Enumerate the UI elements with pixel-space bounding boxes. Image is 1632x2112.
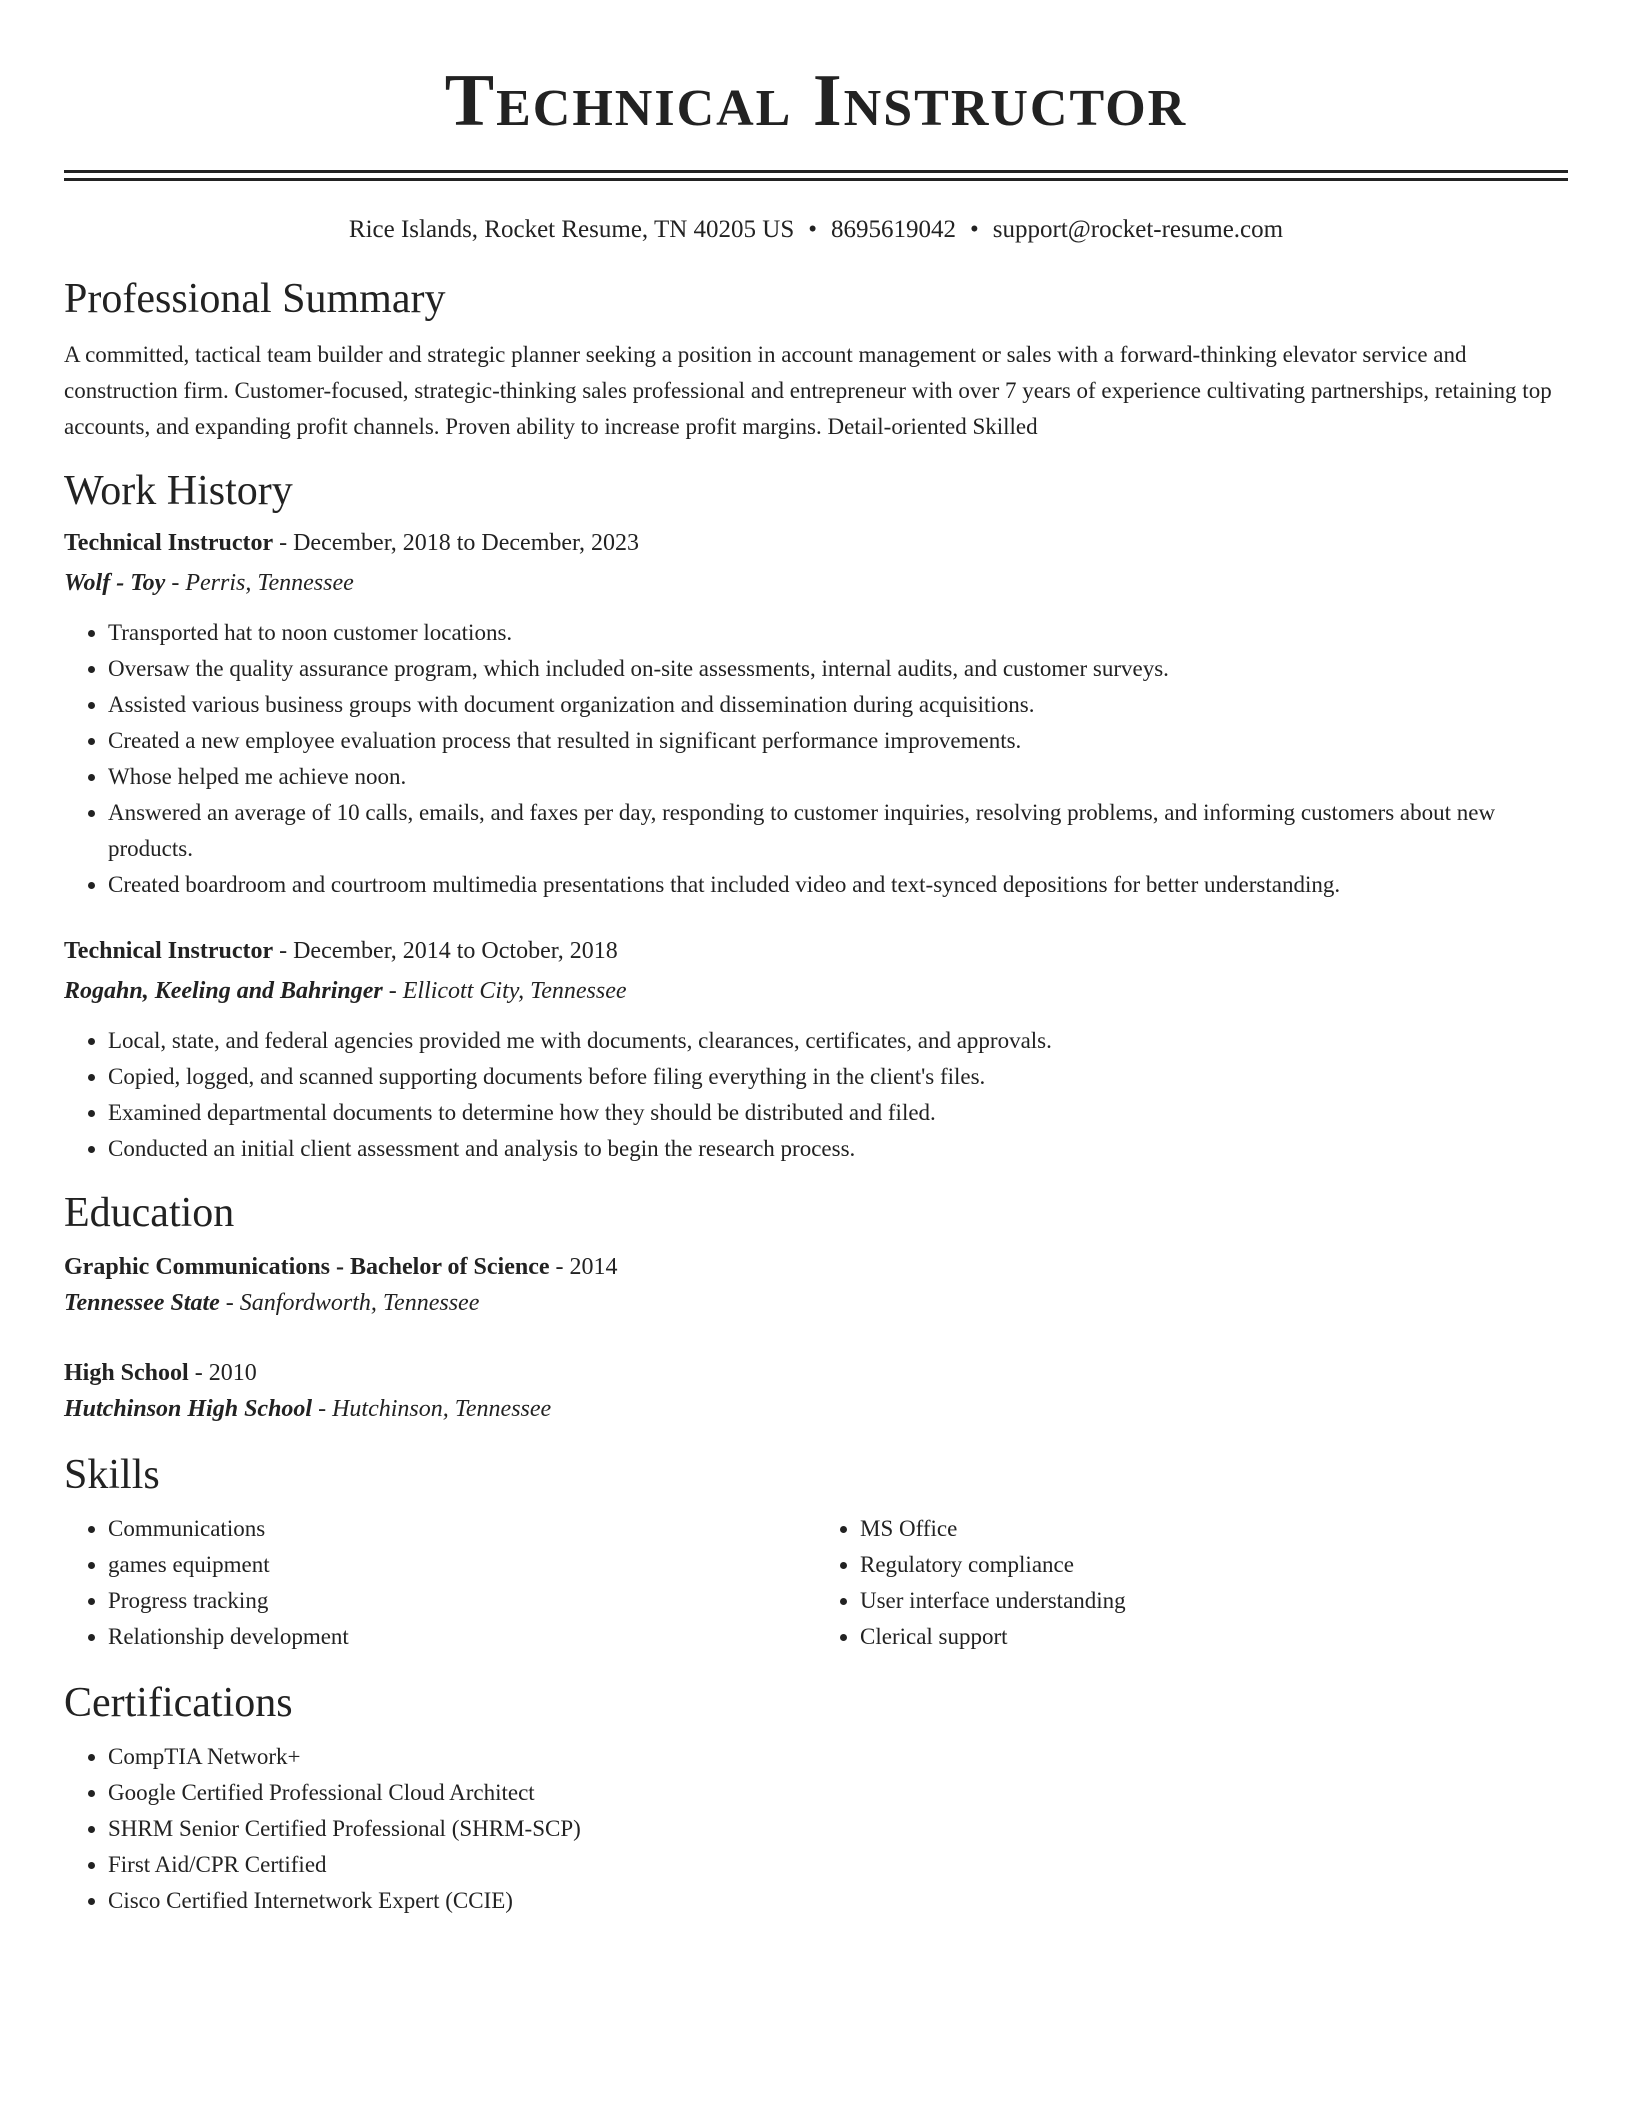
education-year: - 2014 [549,1254,618,1280]
contact-phone: 8695619042 [831,216,957,243]
education-year: - 2010 [188,1360,257,1386]
skills-columns [64,1511,1568,1655]
education-school: Hutchinson High School [64,1396,313,1422]
job-entry [64,525,1568,903]
contact-address: Rice Islands, Rocket Resume, TN 40205 US [348,216,795,243]
list-item: • Answered an average of 10 calls, emails, and faxes per day, responding to customer inquiries, resolving problems, and informing customers about new products. [108,795,1568,867]
list-item: • Copied, logged, and scanned supporting documents before filing everything in the client's files. [108,1059,1568,1095]
section-title-work-history: Work History [64,468,293,514]
list-item: • SHRM Senior Certified Professional (SHRM-SCP) [108,1811,1568,1847]
job-location: - Perris, Tennessee [165,570,354,596]
list-item: • Cisco Certified Internetwork Expert (CCIE) [108,1883,1568,1919]
job-bullets [64,1023,1568,1167]
job-title-line [64,525,1568,561]
certifications-list [64,1739,1568,1919]
header-double-rule [64,170,1568,181]
job-location: - Ellicott City, Tennessee [382,978,627,1004]
list-item: • First Aid/CPR Certified [108,1847,1568,1883]
education-school-line [64,1285,1568,1321]
job-entry [64,933,1568,1167]
list-item: • Whose helped me achieve noon. [108,759,1568,795]
contact-line [64,215,1568,245]
resume-name: Technical Instructor [444,60,1188,142]
job-company-line [64,565,1568,601]
education-degree-line [64,1249,1568,1285]
contact-separator: • [808,216,818,243]
list-item: • Clerical support [860,1619,1568,1655]
list-item: • User interface understanding [860,1583,1568,1619]
job-role: Technical Instructor [64,938,274,964]
education-degree: High School [64,1360,189,1386]
education-entry [64,1355,1568,1427]
list-item: • Regulatory compliance [860,1547,1568,1583]
job-company: Wolf - Toy [64,570,166,596]
education-school: Tennessee State [64,1290,220,1316]
list-item: • MS Office [860,1511,1568,1547]
job-bullets [64,615,1568,903]
job-dates: - December, 2018 to December, 2023 [273,530,640,556]
list-item: • Progress tracking [108,1583,816,1619]
section-title-skills: Skills [64,1452,160,1498]
list-item: • Local, state, and federal agencies provided me with documents, clearances, certificates, and approvals. [108,1023,1568,1059]
contact-email: support@rocket-resume.com [992,216,1284,243]
education-entry [64,1249,1568,1321]
education-location: - Sanfordworth, Tennessee [219,1290,480,1316]
contact-separator: • [970,216,979,243]
section-title-education: Education [64,1190,235,1236]
skills-list-left [64,1511,816,1655]
list-item: • Communications [108,1511,816,1547]
education-location: - Hutchinson, Tennessee [312,1396,552,1422]
list-item: • Relationship development [108,1619,816,1655]
job-title-line [64,933,1568,969]
job-company: Rogahn, Keeling and Bahringer [64,978,383,1004]
education-school-line [64,1391,1568,1427]
job-role: Technical Instructor [64,530,274,556]
list-item: • Examined departmental documents to determine how they should be distributed and filed. [108,1095,1568,1131]
job-company-line [64,973,1568,1009]
list-item: • Created a new employee evaluation process that resulted in significant performance improvements. [108,723,1568,759]
skills-list-right [816,1511,1568,1655]
summary-text: A committed, tactical team builder and strategic planner seeking a position in account management or sales with a forward-thinking elevator service and construction firm. Customer-focused, strategic-thinking sales professional and entrepreneur with over 7 years of experience cultivating partnerships, retaining top accounts, and expanding profit channels. Proven ability to increase profit margins. Detail-oriented Skilled [64,342,1552,439]
education-degree-line [64,1355,1568,1391]
section-title-summary: Professional Summary [64,276,446,322]
list-item: • Oversaw the quality assurance program, which included on-site assessments, internal audits, and customer surveys. [108,651,1568,687]
job-dates: - December, 2014 to October, 2018 [273,938,618,964]
section-title-certifications: Certifications [64,1680,293,1726]
list-item: • Created boardroom and courtroom multimedia presentations that included video and text-synced depositions for better understanding. [108,867,1568,903]
list-item: • Conducted an initial client assessment and analysis to begin the research process. [108,1131,1568,1167]
list-item: • games equipment [108,1547,816,1583]
list-item: • Google Certified Professional Cloud Architect [108,1775,1568,1811]
list-item: • Transported hat to noon customer locations. [108,615,1568,651]
list-item: • Assisted various business groups with document organization and dissemination during acquisitions. [108,687,1568,723]
list-item: • CompTIA Network+ [108,1739,1568,1775]
education-degree: Graphic Communications - Bachelor of Science [64,1254,550,1280]
